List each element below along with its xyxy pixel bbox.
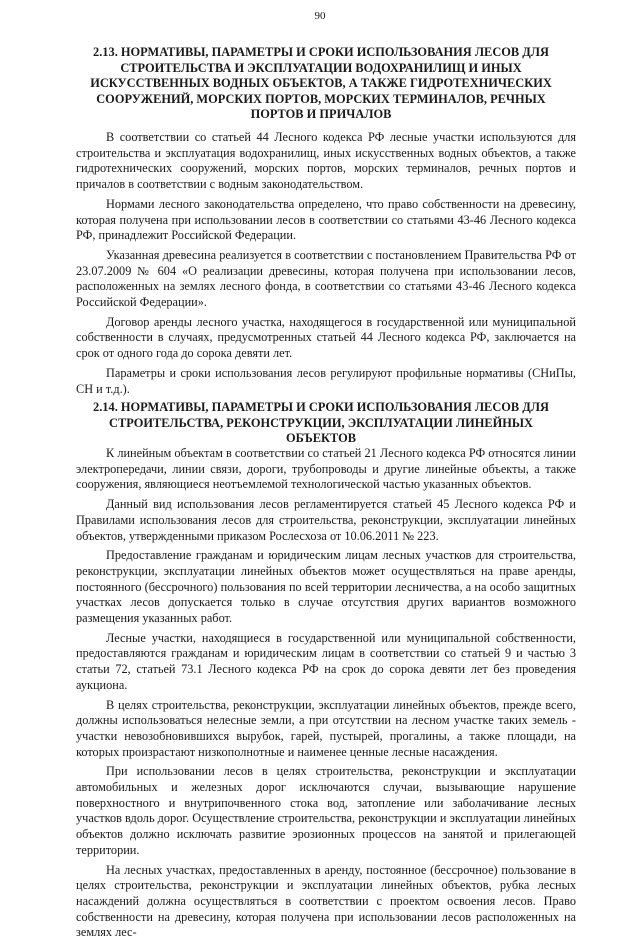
paragraph: Данный вид использования лесов регламентируется статьей 45 Лесного кодекса РФ и Правилами использования лесов для строительства, реконструкции, эксплуатации линейных объектов, утвержденными приказом Рослесхоза от 10.06.2011 № 223. [76, 497, 576, 543]
paragraph: Указанная древесина реализуется в соответствии с постановлением Правительства РФ от 23.07.2009 № 604 «О реализации древесины, которая получена при использовании лесов, расположенных на землях лесного фонда, в соответствии со статьями 43-46 Лесного кодекса Российской Федерации». [76, 247, 576, 310]
paragraph: При использовании лесов в целях строительства, реконструкции и эксплуатации автомобильных и железных дорог исключаются случаи, вызывающие нарушение поверхностного и внутрипочвенного стока вод, затопление или заболачивание лесных участков вдоль дорог. Осуществление строительства, реконструкции и эксплуатации линейных объектов должно исключать развитие эрозионных процессов на занятой и прилегающей территории. [76, 764, 576, 857]
page-number: 90 [314, 10, 326, 22]
paragraph: Договор аренды лесного участка, находящегося в государственной или муниципальной собственности в случаях, предусмотренных статьей 44 Лесного кодекса РФ, заключается на срок от одного года до сорока девяти лет. [76, 314, 576, 361]
section-heading-2-13: 2.13. НОРМАТИВЫ, ПАРАМЕТРЫ И СРОКИ ИСПОЛЬЗОВАНИЯ ЛЕСОВ ДЛЯ СТРОИТЕЛЬСТВА И ЭКСПЛУАТАЦИИ ВОДОХРАНИЛИЩ И ИНЫХ ИСКУССТВЕННЫХ ВОДНЫХ ОБЪЕКТОВ, А ТАКЖЕ ГИДРОТЕХНИЧЕСКИХ СООРУЖЕНИЙ, МОРСКИХ ПОРТОВ, МОРСКИХ ТЕРМИНАЛОВ, РЕЧНЫХ ПОРТОВ И ПРИЧАЛОВ [90, 45, 552, 121]
paragraph: Предоставление гражданам и юридическим лицам лесных участков для строительства, реконструкции, эксплуатации линейных объектов может осуществляться на праве аренды, постоянного (бессрочного) пользования по всей территории лесничества, а на особо защитных участках лесов допускается только в случае отсутствия других вариантов возможного размещения указанных работ. [76, 548, 576, 626]
section-heading-2-14: 2.14. НОРМАТИВЫ, ПАРАМЕТРЫ И СРОКИ ИСПОЛЬЗОВАНИЯ ЛЕСОВ ДЛЯ СТРОИТЕЛЬСТВА, РЕКОНСТРУКЦИИ, ЭКСПЛУАТАЦИИ ЛИНЕЙНЫХ ОБЪЕКТОВ [93, 400, 549, 445]
paragraph: К линейным объектам в соответствии со статьей 21 Лесного кодекса РФ относятся линии электропередачи, линии связи, дороги, трубопроводы и другие линейные объекты, а также сооружения, являющиеся неотъемлемой технологической частью указанных объектов. [76, 446, 576, 492]
paragraph: Параметры и сроки использования лесов регулируют профильные нормативы (СНиПы, СН и т.д.). [76, 365, 576, 396]
paragraph: В целях строительства, реконструкции, эксплуатации линейных объектов, прежде всего, должны использоваться нелесные земли, а при отсутствии на лесном участке таких земель - участки невозобновившихся вырубок, гарей, пустырей, прогалины, а также площади, на которых произрастают низкополнотные и наименее ценные лесные насаждения. [76, 697, 576, 759]
paragraph: Нормами лесного законодательства определено, что право собственности на древесину, которая получена при использовании лесов в соответствии со статьями 43-46 Лесного кодекса РФ, принадлежит Российской Федерации. [76, 196, 576, 243]
section-body-2-14 [76, 446, 576, 945]
paragraph: На лесных участках, предоставленных в аренду, постоянное (бессрочное) пользование в целях строительства, реконструкции и эксплуатации линейных объектов, рубка лесных насаждений должна осуществляться в соответствии с проектом освоения лесов. Право собственности на древесину, которая получена при использовании лесов расположенных на землях лес- [76, 862, 576, 940]
paragraph: В соответствии со статьей 44 Лесного кодекса РФ лесные участки используются для строительства и эксплуатация водохранилищ, иных искусственных водных объектов, а также гидротехнических сооружений, морских портов, морских терминалов, речных портов и причалов в соответствии с водным законодательством. [76, 130, 576, 192]
paragraph: Лесные участки, находящиеся в государственной или муниципальной собственности, предоставляются гражданам и юридическим лицам в соответствии со статьей 9 и частью 3 статьи 72, статьей 73.1 Лесного кодекса РФ на срок до сорока девяти лет без проведения аукциона. [76, 630, 576, 692]
section-body-2-13 [76, 130, 576, 401]
